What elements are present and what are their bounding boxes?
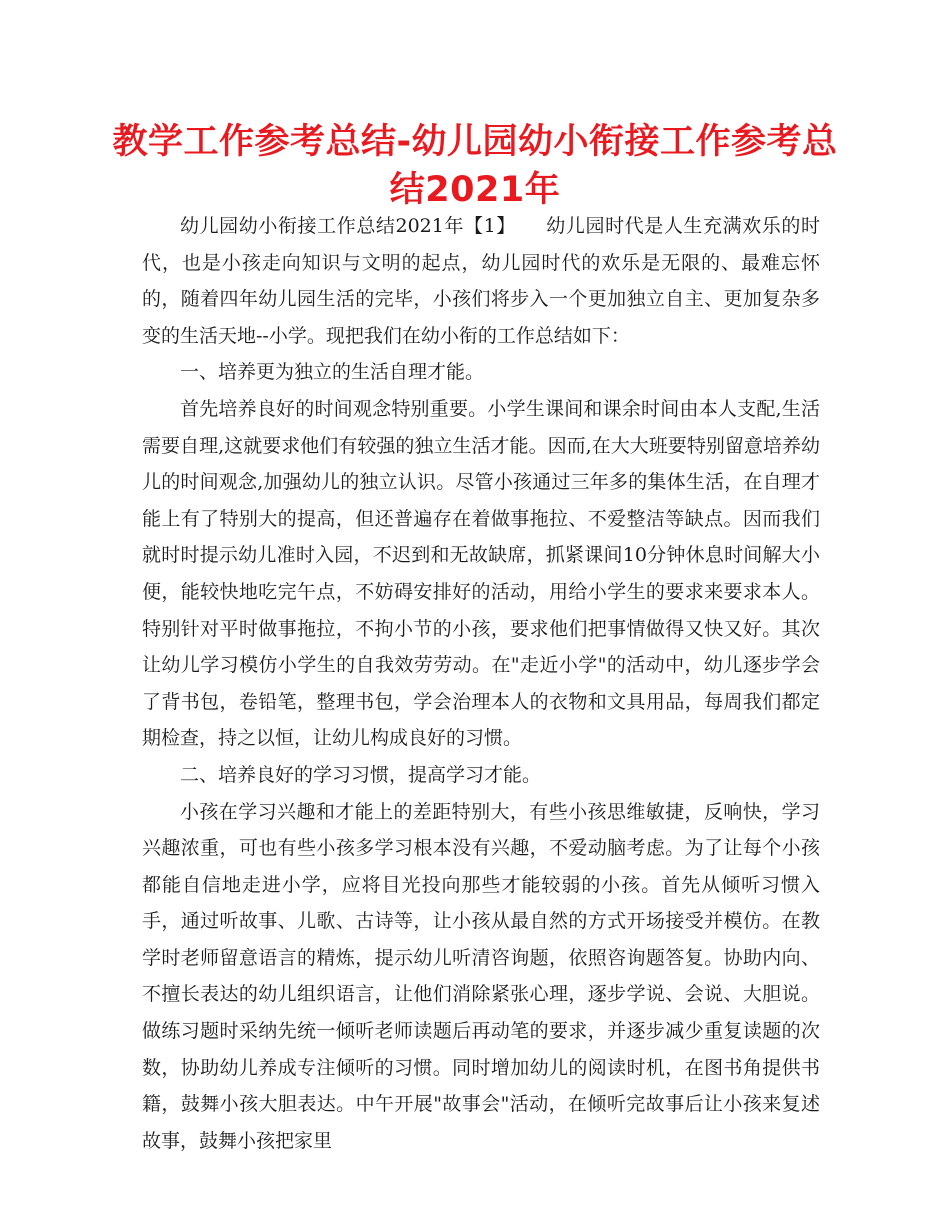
intro-paragraph — [142, 208, 820, 354]
section-heading-2: 二、培养良好的学习习惯，提高学习才能。 — [180, 763, 542, 786]
section-paragraph-1: 首先培养良好的时间观念特别重要。小学生课间和课余时间由本人支配,生活需要自理,这就要求他们有较强的独立生活才能。因而,在大大班要特别留意培养幼儿的时间观念,加强幼儿的独立认识。尽管小孩通过三年多的集体生活，在自理才能上有了特别大的提高，但还普遍存在着做事拖拉、不爱整洁等缺点。因而我们就时时提示幼儿准时入园，不迟到和无故缺席，抓紧课间10分钟休息时间解大小便，能较快地吃完午点，不妨碍安排好的活动，用给小学生的要求来要求本人。特别针对平时做事拖拉，不拘小节的小孩，要求他们把事情做得又快又好。其次让幼儿学习模仿小学生的自我效劳劳动。在"走近小学"的活动中，幼儿逐步学会了背书包，卷铅笔，整理书包，学会治理本人的衣物和文具用品，每周我们都定期检查，持之以恒，让幼儿构成良好的习惯。 — [142, 397, 820, 750]
document-body — [142, 208, 820, 1159]
document-title: 教学工作参考总结-幼儿园幼小衔接工作参考总结2021年 — [112, 122, 838, 210]
intro-heading: 幼儿园幼小衔接工作总结2021年【1】 — [180, 215, 516, 237]
section-heading-1: 一、培养更为独立的生活自理才能。 — [180, 361, 485, 384]
section-paragraph-2: 小孩在学习兴趣和才能上的差距特别大，有些小孩思维敏捷，反响快，学习兴趣浓重，可也有些小孩多学习根本没有兴趣，不爱动脑考虑。为了让每个小孩都能自信地走进小学，应将目光投向那些才能较弱的小孩。首先从倾听习惯入手，通过听故事、儿歌、古诗等，让小孩从最自然的方式开场接受并模仿。在教学时老师留意语言的精炼，提示幼儿听清咨询题，依照咨询题答复。协助内向、不擅长表达的幼儿组织语言，让他们消除紧张心理，逐步学说、会说、大胆说。做练习题时采纳先统一倾听老师读题后再动笔的要求，并逐步减少重复读题的次数，协助幼儿养成专注倾听的习惯。同时增加幼儿的阅读时机，在图书角提供书籍，鼓舞小孩大胆表达。中午开展"故事会"活动，在倾听完故事后让小孩来复述故事，鼓舞小孩把家里 — [142, 800, 820, 1152]
intro-text: 幼儿园时代是人生充满欢乐的时代，也是小孩走向知识与文明的起点，幼儿园时代的欢乐是无限的、最难忘怀的，随着四年幼儿园生活的完毕，小孩们将步入一个更加独立自主、更加复杂多变的生活天地--小学。现把我们在幼小衔的工作总结如下： — [142, 215, 820, 347]
